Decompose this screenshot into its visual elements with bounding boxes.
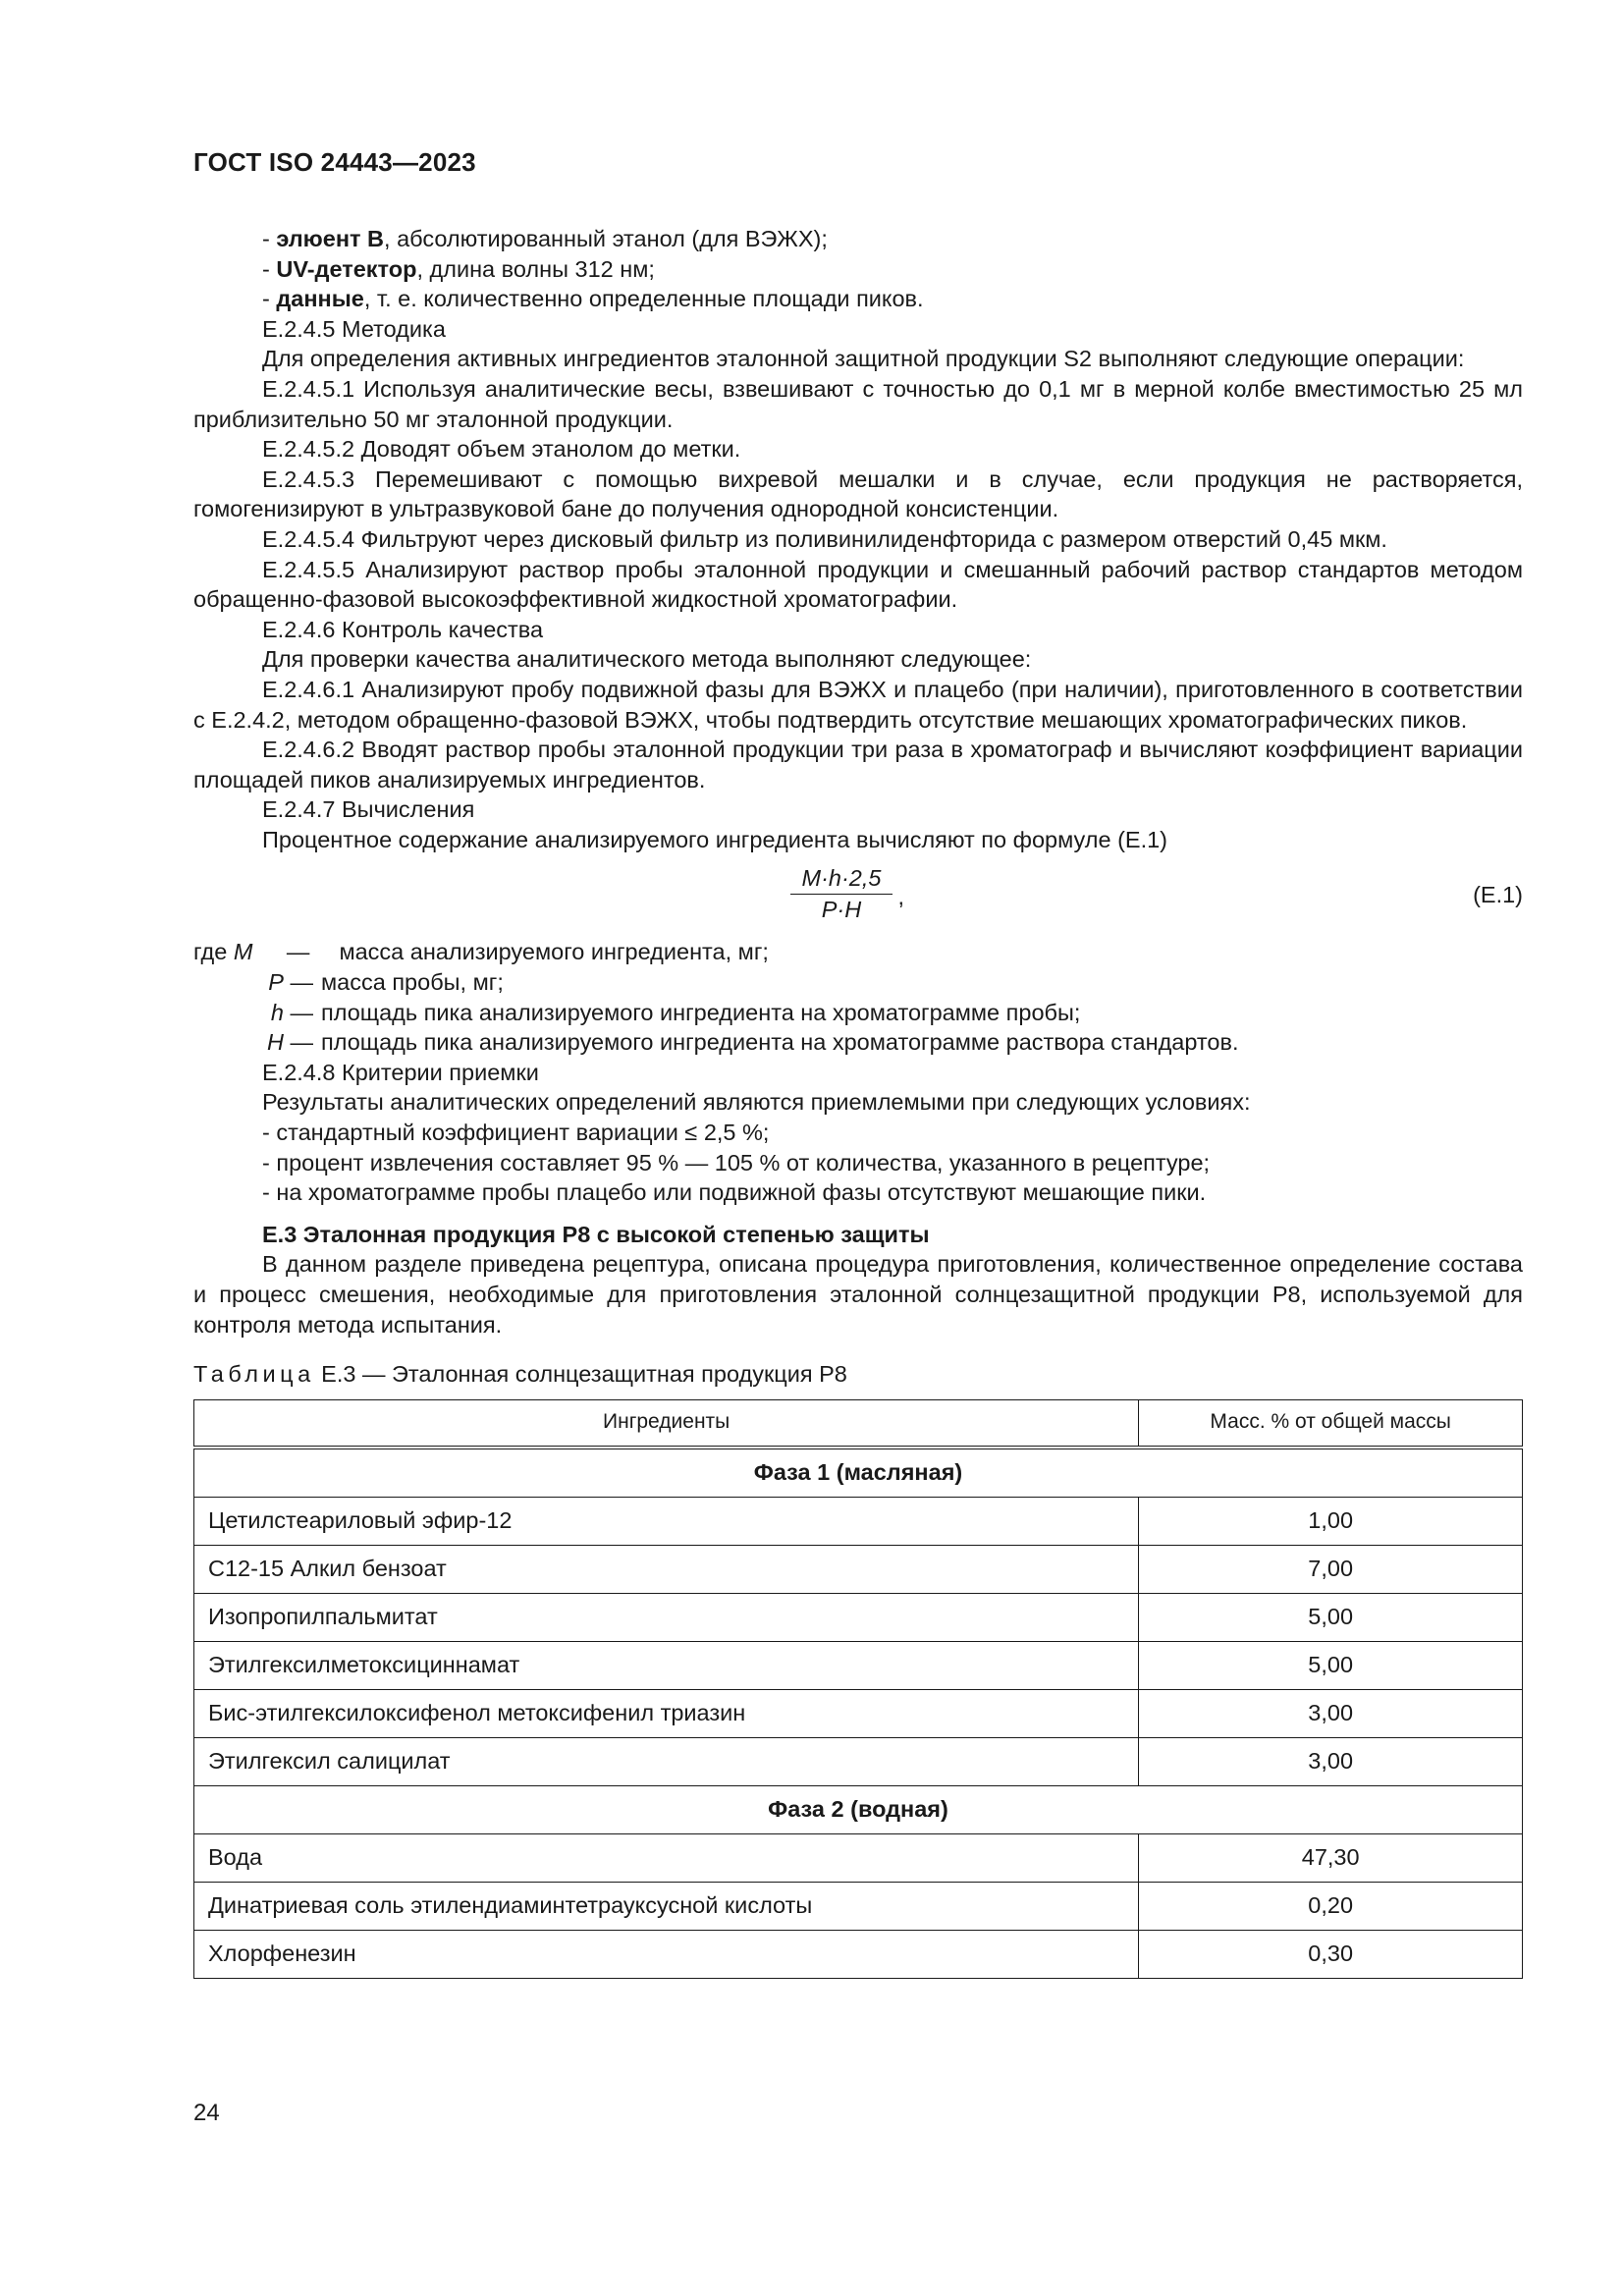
section-e3-title: Е.3 Эталонная продукция Р8 с высокой степенью защиты — [262, 1221, 930, 1247]
paragraph-e2452: Е.2.4.5.2 Доводят объем этанолом до метки. — [262, 436, 741, 463]
table-cell-ingredient: Этилгексил салицилат — [194, 1737, 1139, 1785]
table-header-mass: Масс. % от общей массы — [1139, 1399, 1523, 1448]
section-e3-paragraph: В данном разделе приведена рецептура, описана процедура приготовления, количественное определение состава и процесс смешения, необходимые для приготовления эталонной солнцезащитной продукции Р8, используемой для контроля метода испытания. — [193, 1251, 1523, 1338]
table-row — [194, 1689, 1523, 1737]
paragraph-e2462: Е.2.4.6.2 Вводят раствор пробы эталонной продукции три раза в хроматограф и вычисляют коэффициент вариации площадей пиков анализируемых ингредиентов. — [193, 737, 1523, 793]
where-item-h-capital: H — площадь пика анализируемого ингредиента на хроматограмме раствора стандартов. — [266, 1029, 1239, 1056]
table-header-row — [194, 1399, 1523, 1448]
formula-comma: , — [897, 884, 904, 910]
where-item-p: P — масса пробы, мг; — [268, 969, 504, 996]
table-cell-mass: 1,00 — [1139, 1497, 1523, 1545]
subsection-e248: Е.2.4.8 Критерии приемки — [262, 1059, 539, 1085]
table-cell-ingredient: Цетилстеариловый эфир-12 — [194, 1497, 1139, 1545]
paragraph-e2453: Е.2.4.5.3 Перемешивают с помощью вихревой мешалки и в случае, если продукция не растворяется, гомогенизируют в ультразвуковой бане до получения однородной консистенции. — [193, 465, 1523, 522]
table-row — [194, 1497, 1523, 1545]
document-body — [193, 224, 1523, 1979]
table-cell-mass: 47,30 — [1139, 1833, 1523, 1882]
table-cell-mass: 3,00 — [1139, 1689, 1523, 1737]
table-cell-mass: 5,00 — [1139, 1641, 1523, 1689]
table-cell-mass: 5,00 — [1139, 1593, 1523, 1641]
formula-e1 — [193, 862, 1523, 931]
table-cell-mass: 7,00 — [1139, 1545, 1523, 1593]
paragraph-e2461: Е.2.4.6.1 Анализируют пробу подвижной фазы для ВЭЖХ и плацебо (при наличии), приготовленного в соответствии с Е.2.4.2, методом обращенно-фазовой ВЭЖХ, чтобы подтвердить отсутствие мешающих хроматографических пиков. — [193, 676, 1523, 733]
table-header-ingredients: Ингредиенты — [194, 1399, 1139, 1448]
table-cell-ingredient: Фаза 2 (водная) — [194, 1785, 1523, 1833]
paragraph-criteria-intro: Результаты аналитических определений являются приемлемыми при следующих условиях: — [262, 1089, 1251, 1116]
where-item-m: где M — масса анализируемого ингредиента, мг; — [193, 939, 769, 965]
list-item-eluent: - элюент В, абсолютированный этанол (для ВЭЖХ); — [262, 226, 828, 251]
table-cell-ingredient: Вода — [194, 1833, 1139, 1882]
paragraph-intro: Для определения активных ингредиентов эталонной защитной продукции S2 выполняют следующие операции: — [262, 346, 1465, 372]
paragraph-calc-intro: Процентное содержание анализируемого ингредиента вычисляют по формуле (Е.1) — [262, 826, 1167, 852]
table-cell-ingredient: Изопропилпальмитат — [194, 1593, 1139, 1641]
table-cell-ingredient: Хлорфенезин — [194, 1930, 1139, 1978]
criteria-item: - стандартный коэффициент вариации ≤ 2,5 %; — [262, 1120, 770, 1146]
paragraph-e2455: Е.2.4.5.5 Анализируют раствор пробы эталонной продукции и смешанный рабочий раствор стандартов методом обращенно-фазовой высокоэффективной жидкостной хроматографии. — [193, 556, 1523, 613]
formula-numerator: M·h·2,5 — [790, 864, 893, 895]
paragraph-e2451: Е.2.4.5.1 Используя аналитические весы, взвешивают с точностью до 0,1 мг в мерной колбе вместимостью 25 мл приблизительно 50 мг эталонной продукции. — [193, 375, 1523, 432]
list-item-data: - данные, т. е. количественно определенные площади пиков. — [262, 286, 924, 312]
table-phase-row — [194, 1448, 1523, 1498]
table-row — [194, 1833, 1523, 1882]
table-row — [194, 1737, 1523, 1785]
table-cell-mass: 3,00 — [1139, 1737, 1523, 1785]
table-cell-ingredient: Бис-этилгексилоксифенол метоксифенил триазин — [194, 1689, 1139, 1737]
table-row — [194, 1930, 1523, 1978]
formula-denominator: P·H — [821, 897, 862, 923]
criteria-item: - процент извлечения составляет 95 % — 105 % от количества, указанного в рецептуре; — [262, 1149, 1211, 1175]
formula-number: (Е.1) — [1473, 882, 1523, 908]
where-item-h-small: h — площадь пика анализируемого ингредиента на хроматограмме пробы; — [270, 999, 1081, 1025]
formula-fraction — [790, 864, 904, 924]
page-number: 24 — [193, 2100, 220, 2126]
table-cell-ingredient: Этилгексилметоксициннамат — [194, 1641, 1139, 1689]
table-row — [194, 1641, 1523, 1689]
table-cell-mass: 0,20 — [1139, 1882, 1523, 1930]
paragraph-e2454: Е.2.4.5.4 Фильтруют через дисковый фильтр из поливинилиденфторида с размером отверстий 0,45 мкм. — [262, 525, 1387, 552]
table-phase-row — [194, 1785, 1523, 1833]
table-row — [194, 1882, 1523, 1930]
criteria-item: - на хроматограмме пробы плацебо или подвижной фазы отсутствуют мешающие пики. — [262, 1179, 1207, 1206]
table-row — [194, 1593, 1523, 1641]
subsection-e246: Е.2.4.6 Контроль качества — [262, 616, 544, 642]
list-item-uv-detector: - UV-детектор, длина волны 312 нм; — [262, 255, 655, 282]
table-cell-mass: 0,30 — [1139, 1930, 1523, 1978]
where-list — [193, 937, 1523, 1057]
paragraph-qc-intro: Для проверки качества аналитического метода выполняют следующее: — [262, 646, 1032, 673]
subsection-e245: Е.2.4.5 Методика — [262, 315, 446, 342]
document-header: ГОСТ ISO 24443—2023 — [193, 147, 476, 177]
table-cell-ingredient: Фаза 1 (масляная) — [194, 1448, 1523, 1498]
formulation-table — [193, 1399, 1523, 1979]
table-row — [194, 1545, 1523, 1593]
table-cell-ingredient: С12-15 Алкил бензоат — [194, 1545, 1139, 1593]
subsection-e247: Е.2.4.7 Вычисления — [262, 796, 475, 823]
table-caption: Таблица Е.3 — Эталонная солнцезащитная продукция Р8 — [193, 1361, 847, 1388]
table-cell-ingredient: Динатриевая соль этилендиаминтетрауксусной кислоты — [194, 1882, 1139, 1930]
